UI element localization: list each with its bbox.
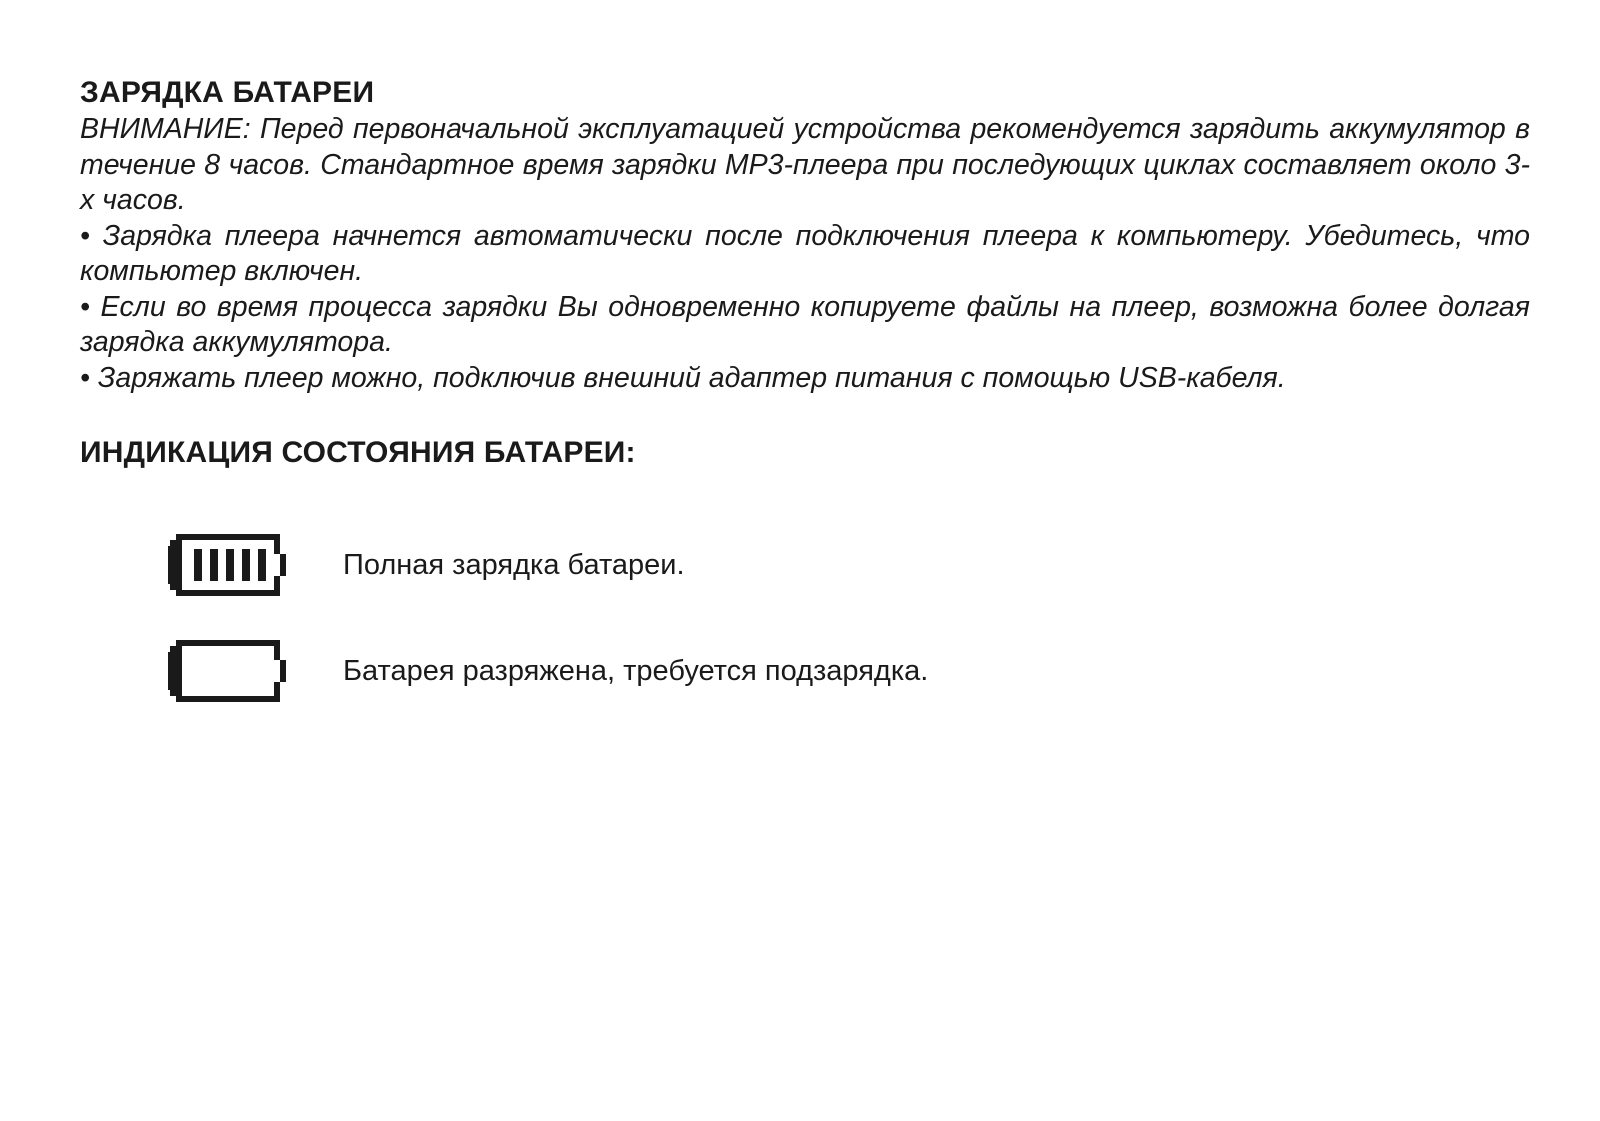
bullet-usb-adapter: • Заряжать плеер можно, подключив внешний адаптер питания с помощью USB-кабеля. xyxy=(80,361,1530,397)
bullet-auto-charge: • Зарядка плеера начнется автоматически после подключения плеера к компьютеру. Убедитесь, что компьютер включен. xyxy=(80,219,1530,290)
charging-title: ЗАРЯДКА БАТАРЕИ xyxy=(80,76,375,109)
battery-full-icon xyxy=(168,534,286,596)
battery-empty-icon xyxy=(168,640,286,702)
indicator-empty-label: Батарея разряжена, требуется подзарядка. xyxy=(343,655,929,687)
bullet-copy-files: • Если во время процесса зарядки Вы одновременно копируете файлы на плеер, возможна более долгая зарядка аккумулятора. xyxy=(80,290,1530,361)
page xyxy=(80,74,1530,472)
warning-paragraph: ВНИМАНИЕ: Перед первоначальной эксплуатацией устройства рекомендуется зарядить аккумулятор в течение 8 часов. Стандартное время зарядки MP3-плеера при последующих циклах составляет около 3-х часов. xyxy=(80,113,1530,216)
indicator-full-label: Полная зарядка батареи. xyxy=(343,549,685,581)
charging-text xyxy=(80,112,1530,396)
battery-status-title: ИНДИКАЦИЯ СОСТОЯНИЯ БАТАРЕИ: xyxy=(80,436,636,469)
